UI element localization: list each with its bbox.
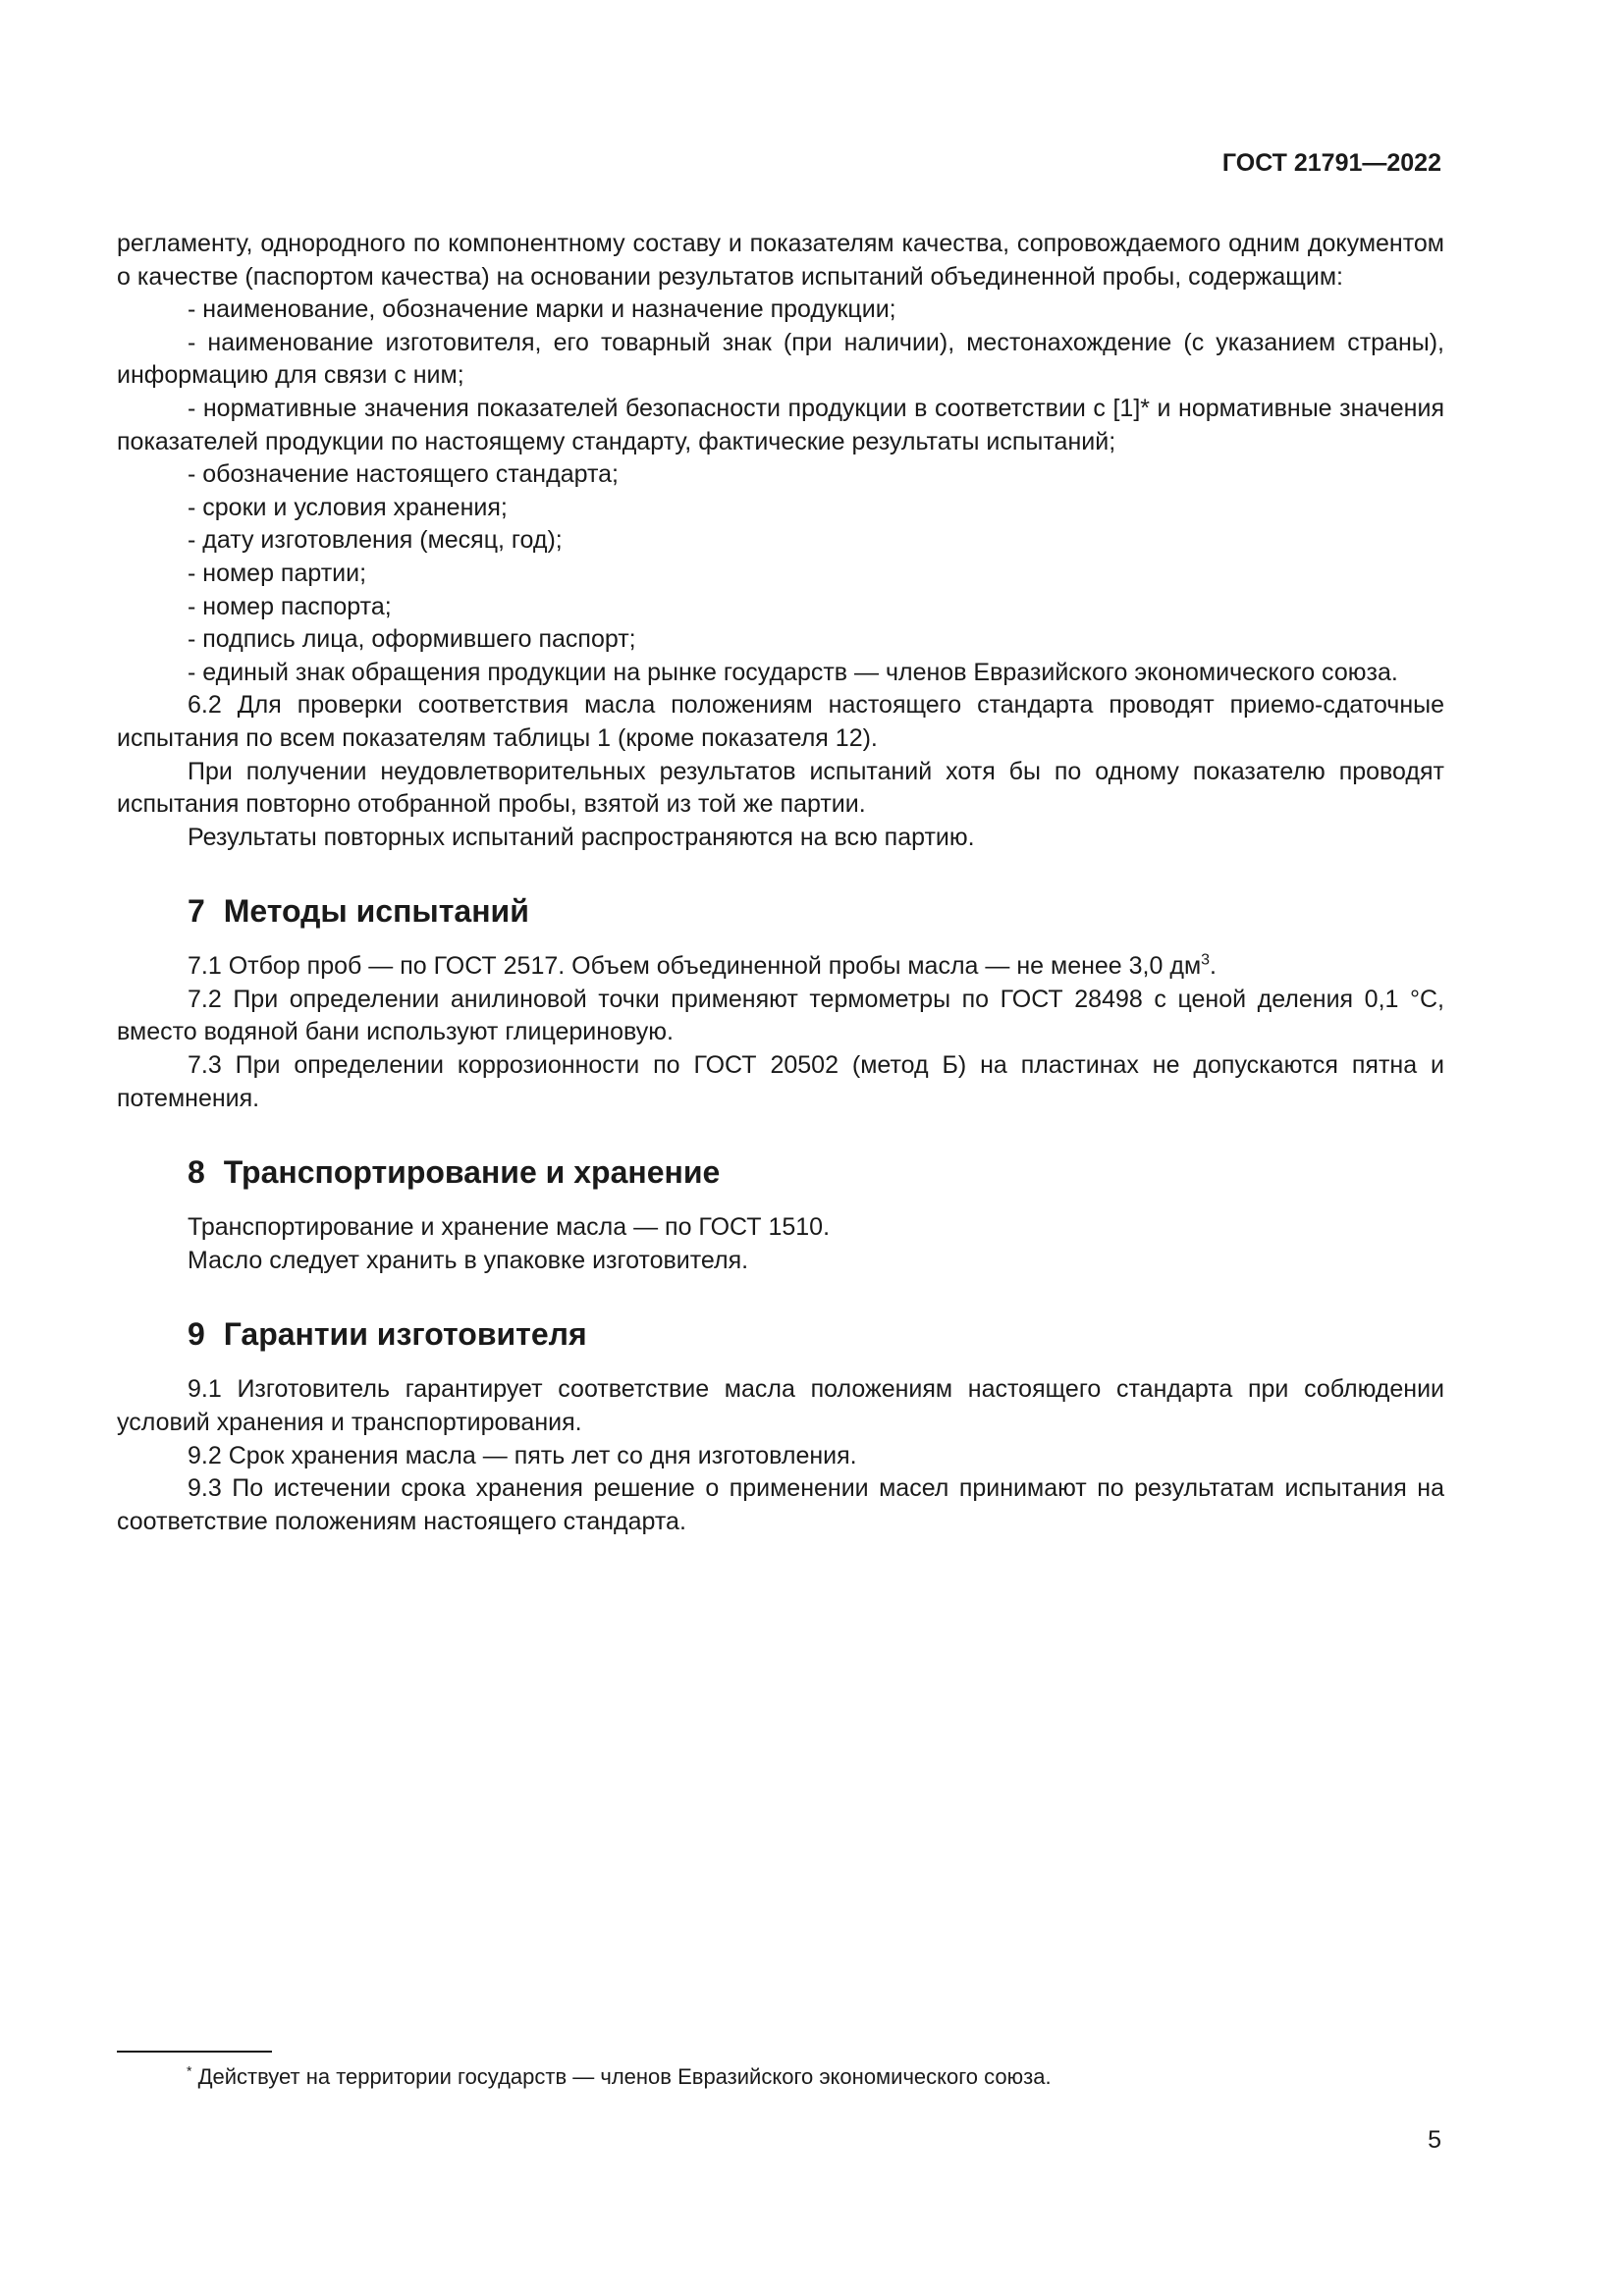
list-item: - сроки и условия хранения; (188, 493, 508, 521)
footnote (187, 2063, 1052, 2091)
section-title: Гарантии изготовителя (223, 1316, 587, 1353)
paragraph-6-2: 6.2 Для проверки соответствия масла положениям настоящего стандарта проводят приемо-сдаточные испытания по всем показателям таблицы 1 (кроме показателя 12). (117, 691, 1444, 752)
list-item: - наименование, обозначение марки и назначение продукции; (188, 295, 896, 324)
section-number: 8 (188, 1154, 205, 1191)
list-item: - номер партии; (188, 559, 367, 587)
footnote-text: Действует на территории государств — членов Евразийского экономического союза. (191, 2064, 1052, 2089)
paragraph-6-2-result: Результаты повторных испытаний распространяются на всю партию. (188, 823, 975, 851)
paragraph-continuation: регламенту, однородного по компонентному составу и показателям качества, сопровождаемого одним документом о качестве (паспортом качества) на основании результатов испытаний объединенной пробы, содержащим: (117, 230, 1444, 291)
footnote-mark: * (187, 2062, 192, 2079)
paragraph-9-3: 9.3 По истечении срока хранения решение о применении масел принимают по результатам испытания на соответствие положениям настоящего стандарта. (117, 1474, 1444, 1535)
section-number: 9 (188, 1316, 205, 1353)
section-title: Методы испытаний (223, 893, 529, 930)
section-number: 7 (188, 893, 205, 930)
section-9-heading (188, 1314, 1444, 1354)
page-body (117, 228, 1444, 1538)
list-item: - номер паспорта; (188, 592, 392, 620)
paragraph-8-2: Масло следует хранить в упаковке изготовителя. (188, 1246, 749, 1274)
section-8-heading (188, 1152, 1444, 1192)
paragraph-7-1-text: 7.1 Отбор проб — по ГОСТ 2517. Объем объединенной пробы масла — не менее 3,0 дм (188, 952, 1202, 981)
paragraph-9-2: 9.2 Срок хранения масла — пять лет со дня изготовления. (188, 1441, 857, 1469)
superscript: 3 (1201, 951, 1211, 969)
section-7-heading (188, 891, 1444, 931)
list-item: - нормативные значения показателей безопасности продукции в соответствии с [1]* и нормативные значения показателей продукции по настоящему стандарту, фактические результаты испытаний; (117, 394, 1444, 455)
list-item: - обозначение настоящего стандарта; (188, 460, 619, 489)
list-item: - наименование изготовителя, его товарный знак (при наличии), местонахождение (с указанием страны), информацию для связи с ним; (117, 328, 1444, 390)
paragraph-7-2: 7.2 При определении анилиновой точки применяют термометры по ГОСТ 28498 с ценой деления 0,1 °С, вместо водяной бани используют глицериновую. (117, 985, 1444, 1046)
paragraph-7-1-end: . (1210, 952, 1217, 981)
paragraph-7-1 (117, 950, 1444, 984)
paragraph-6-2-repeat: При получении неудовлетворительных результатов испытаний хотя бы по одному показателю проводят испытания повторно отобранной пробы, взятой из той же партии. (117, 757, 1444, 819)
paragraph-8-1: Транспортирование и хранение масла — по ГОСТ 1510. (188, 1213, 831, 1242)
list-item: - подпись лица, оформившего паспорт; (188, 625, 636, 654)
list-item: - единый знак обращения продукции на рынке государств — членов Евразийского экономического союза. (188, 658, 1398, 686)
list-item: - дату изготовления (месяц, год); (188, 526, 563, 555)
footnote-divider (117, 2051, 272, 2053)
paragraph-7-3: 7.3 При определении коррозионности по ГОСТ 20502 (метод Б) на пластинах не допускаются пятна и потемнения. (117, 1051, 1444, 1112)
paragraph-9-1: 9.1 Изготовитель гарантирует соответствие масла положениям настоящего стандарта при соблюдении условий хранения и транспортирования. (117, 1375, 1444, 1437)
document-code: ГОСТ 21791—2022 (1221, 149, 1441, 177)
page-number: 5 (1428, 2126, 1441, 2154)
section-title: Транспортирование и хранение (223, 1154, 721, 1191)
